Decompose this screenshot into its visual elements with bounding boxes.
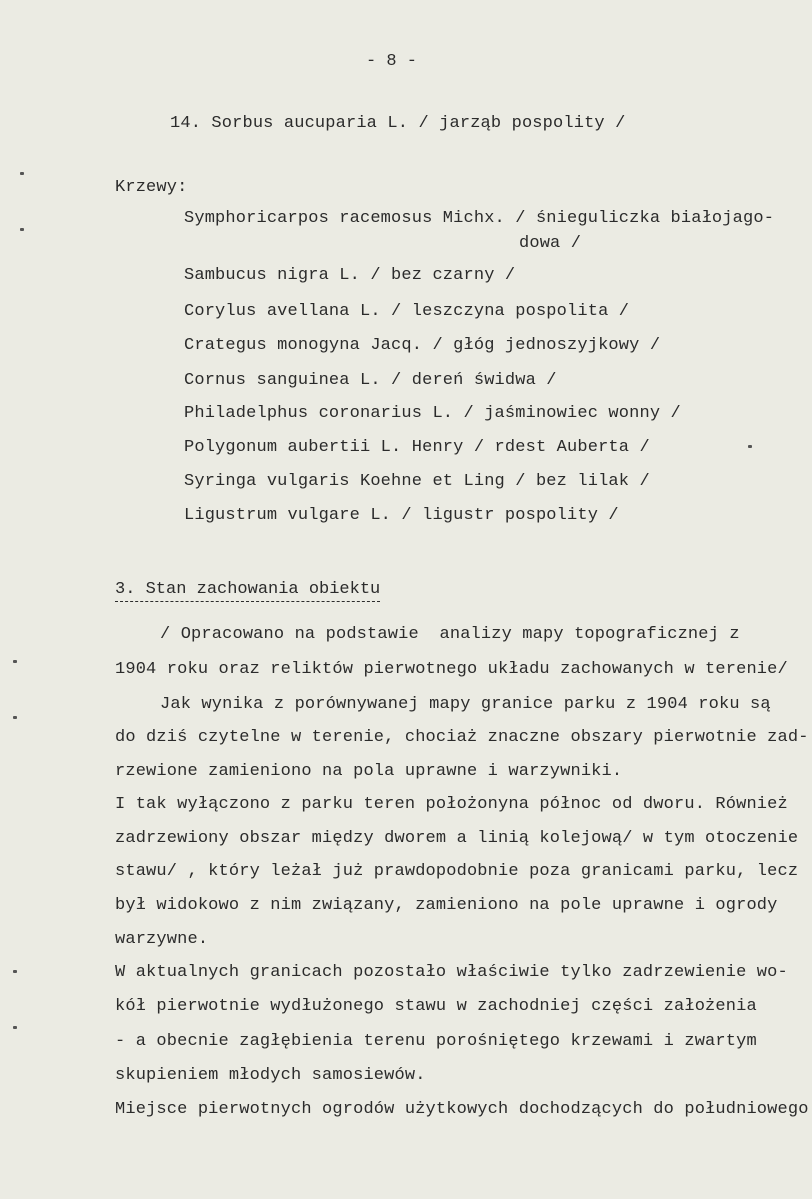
shrub-item-continuation: dowa / — [519, 234, 582, 253]
body-line: W aktualnych granicach pozostało właściwie tylko zadrzewienie wo- — [115, 963, 788, 982]
margin-speck — [20, 172, 24, 175]
body-line: skupieniem młodych samosiewów. — [115, 1066, 426, 1085]
tree-item-14: 14. Sorbus aucuparia L. / jarząb pospolity / — [170, 114, 626, 133]
body-line: Miejsce pierwotnych ogrodów użytkowych dochodzących do południowego — [115, 1100, 809, 1119]
body-line: warzywne. — [115, 930, 209, 949]
margin-speck — [13, 716, 17, 719]
body-line: - a obecnie zagłębienia terenu porośniętego krzewami i zwartym — [115, 1032, 757, 1051]
body-line: do dziś czytelne w terenie, chociaż znaczne obszary pierwotnie zad- — [115, 728, 809, 747]
page-number: - 8 - — [366, 52, 418, 71]
body-line: był widokowo z nim związany, zamieniono na pole uprawne i ogrody — [115, 896, 778, 915]
body-line: stawu/ , który leżał już prawdopodobnie poza granicami parku, lecz — [115, 862, 799, 881]
body-line: 1904 roku oraz reliktów pierwotnego układu zachowanych w terenie/ — [115, 660, 788, 679]
body-line: Jak wynika z porównywanej mapy granice parku z 1904 roku są — [160, 695, 771, 714]
shrub-item: Philadelphus coronarius L. / jaśminowiec wonny / — [184, 404, 681, 423]
body-line: kół pierwotnie wydłużonego stawu w zachodniej części założenia — [115, 997, 757, 1016]
body-line: zadrzewiony obszar między dworem a linią kolejową/ w tym otoczenie — [115, 829, 799, 848]
shrubs-heading: Krzewy: — [115, 178, 188, 197]
shrub-item: Polygonum aubertii L. Henry / rdest Auberta / — [184, 438, 650, 457]
margin-speck — [748, 445, 752, 448]
margin-speck — [13, 660, 17, 663]
shrub-item: Syringa vulgaris Koehne et Ling / bez lilak / — [184, 472, 650, 491]
margin-speck — [13, 970, 17, 973]
body-line: / Opracowano na podstawie analizy mapy topograficznej z — [160, 625, 740, 644]
shrub-item: Symphoricarpos racemosus Michx. / śnieguliczka białojago- — [184, 209, 775, 228]
section-3-heading: 3. Stan zachowania obiektu — [115, 580, 380, 602]
body-line: rzewione zamieniono na pola uprawne i warzywniki. — [115, 762, 623, 781]
margin-speck — [13, 1026, 17, 1029]
shrub-item: Sambucus nigra L. / bez czarny / — [184, 266, 516, 285]
shrub-item: Ligustrum vulgare L. / ligustr pospolity / — [184, 506, 619, 525]
shrub-item: Crategus monogyna Jacq. / głóg jednoszyjkowy / — [184, 336, 661, 355]
shrub-item: Corylus avellana L. / leszczyna pospolita / — [184, 302, 630, 321]
shrub-item: Cornus sanguinea L. / dereń świdwa / — [184, 371, 557, 390]
margin-speck — [20, 228, 24, 231]
body-line: I tak wyłączono z parku teren położonyna północ od dworu. Również — [115, 795, 788, 814]
